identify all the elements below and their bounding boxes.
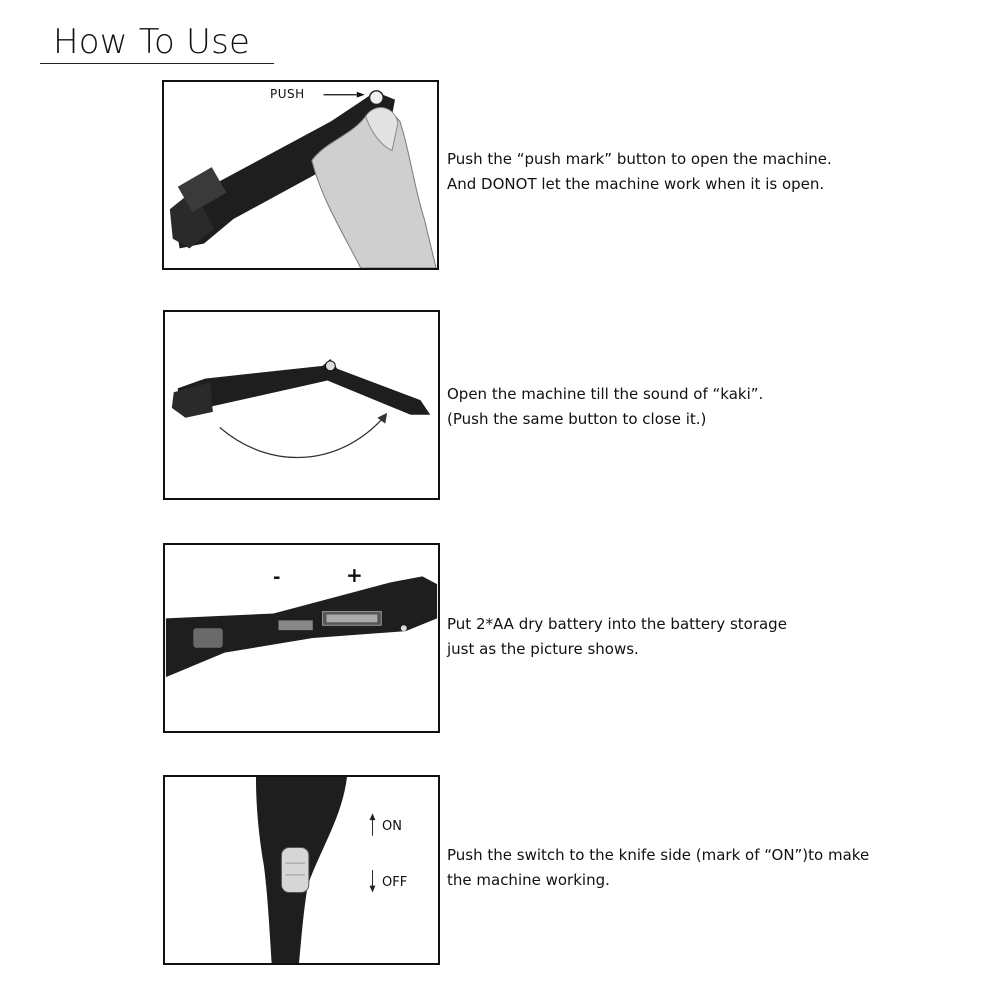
device-push-illustration bbox=[164, 82, 437, 268]
battery-minus-label: - bbox=[273, 567, 281, 588]
push-label: PUSH bbox=[270, 87, 305, 101]
switch-on-label: ON bbox=[382, 819, 402, 834]
caption-line: Open the machine till the sound of “kaki”. bbox=[447, 385, 764, 403]
caption-line: Put 2*AA dry battery into the battery storage bbox=[447, 615, 787, 633]
step-3-caption bbox=[447, 612, 787, 662]
caption-line: Push the “push mark” button to open the machine. bbox=[447, 150, 832, 168]
caption-line: just as the picture shows. bbox=[447, 640, 639, 658]
caption-line: the machine working. bbox=[447, 871, 610, 889]
page-title: How To Use bbox=[53, 22, 251, 62]
switch-off-label: OFF bbox=[382, 875, 408, 890]
step-4-caption bbox=[447, 843, 869, 893]
caption-line: Push the switch to the knife side (mark of “ON”)to make bbox=[447, 846, 870, 864]
step-4-photo bbox=[163, 775, 440, 965]
device-open-illustration bbox=[165, 312, 438, 498]
step-2-caption bbox=[447, 382, 763, 432]
caption-line: (Push the same button to close it.) bbox=[447, 410, 707, 428]
device-switch-illustration bbox=[165, 777, 438, 963]
step-1-photo bbox=[162, 80, 439, 270]
step-3-photo bbox=[163, 543, 440, 733]
battery-plus-label: + bbox=[346, 563, 363, 587]
title-underline bbox=[40, 63, 274, 64]
device-battery-illustration bbox=[165, 545, 438, 731]
step-2-photo bbox=[163, 310, 440, 500]
caption-line: And DONOT let the machine work when it is open. bbox=[447, 175, 825, 193]
step-1-caption bbox=[447, 147, 832, 197]
